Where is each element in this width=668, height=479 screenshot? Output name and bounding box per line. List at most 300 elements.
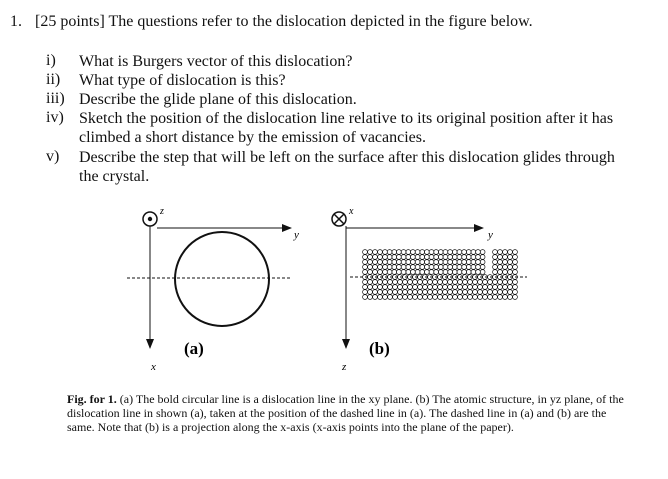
atom bbox=[418, 290, 423, 295]
atom bbox=[438, 260, 443, 265]
atom bbox=[415, 265, 420, 270]
atom bbox=[397, 250, 402, 255]
atom bbox=[406, 270, 411, 275]
atom bbox=[483, 295, 488, 300]
atom bbox=[443, 290, 448, 295]
atom bbox=[452, 260, 457, 265]
atom bbox=[476, 250, 481, 255]
atom bbox=[392, 250, 397, 255]
atom bbox=[378, 290, 383, 295]
atom bbox=[388, 280, 393, 285]
axis-label-b-y: y bbox=[488, 229, 493, 241]
atom bbox=[420, 270, 425, 275]
atom bbox=[393, 285, 398, 290]
out-of-plane-icon bbox=[143, 212, 157, 226]
atom bbox=[513, 255, 518, 260]
atom bbox=[425, 265, 430, 270]
atom bbox=[363, 250, 368, 255]
atom bbox=[463, 280, 468, 285]
atom bbox=[468, 285, 473, 290]
atom bbox=[363, 260, 368, 265]
atom bbox=[498, 255, 503, 260]
atom bbox=[434, 265, 439, 270]
atom bbox=[411, 255, 416, 260]
atom bbox=[398, 295, 403, 300]
atom bbox=[508, 270, 513, 275]
atom bbox=[466, 250, 471, 255]
atom bbox=[498, 285, 503, 290]
atom bbox=[443, 270, 448, 275]
atom bbox=[383, 295, 388, 300]
atom bbox=[406, 265, 411, 270]
atom bbox=[438, 265, 443, 270]
atom bbox=[448, 290, 453, 295]
atom bbox=[443, 265, 448, 270]
atom bbox=[401, 265, 406, 270]
atom bbox=[443, 260, 448, 265]
atom bbox=[363, 290, 368, 295]
atom bbox=[508, 280, 513, 285]
atom bbox=[493, 295, 498, 300]
atom bbox=[393, 290, 398, 295]
atom bbox=[513, 270, 518, 275]
atom bbox=[387, 265, 392, 270]
atom bbox=[448, 295, 453, 300]
atom bbox=[471, 255, 476, 260]
atom bbox=[383, 285, 388, 290]
atom bbox=[415, 255, 420, 260]
atom bbox=[508, 290, 513, 295]
atom bbox=[378, 270, 383, 275]
atom bbox=[378, 260, 383, 265]
atom bbox=[383, 280, 388, 285]
atom bbox=[423, 290, 428, 295]
atom bbox=[513, 290, 518, 295]
atom bbox=[471, 260, 476, 265]
atom bbox=[498, 260, 503, 265]
atom bbox=[448, 285, 453, 290]
atom bbox=[434, 250, 439, 255]
atom bbox=[493, 255, 498, 260]
atom bbox=[368, 285, 373, 290]
atom bbox=[418, 280, 423, 285]
atom bbox=[462, 250, 467, 255]
atom bbox=[420, 265, 425, 270]
atom bbox=[471, 250, 476, 255]
atom bbox=[478, 290, 483, 295]
atom bbox=[401, 270, 406, 275]
atom bbox=[468, 295, 473, 300]
item-text-v-line1: Describe the step that will be left on the surface after this dislocation glides through bbox=[79, 149, 615, 166]
atom bbox=[458, 280, 463, 285]
atom bbox=[438, 250, 443, 255]
atom bbox=[463, 285, 468, 290]
atom bbox=[457, 255, 462, 260]
caption-text: (a) The bold circular line is a dislocation line in the xy plane. (b) The atomic structure, in yz plane, of the dislocation line in shown (a), taken at the position of the dashed line in (a). The dashed line in (a) and (b) are the same. Note that (b) is a projection along the x-axis (x-axis points into the plane of the paper). bbox=[67, 392, 624, 434]
atom bbox=[466, 260, 471, 265]
atom bbox=[483, 285, 488, 290]
atom bbox=[471, 265, 476, 270]
atom bbox=[453, 290, 458, 295]
atom bbox=[373, 265, 378, 270]
atom bbox=[388, 295, 393, 300]
atom bbox=[453, 295, 458, 300]
atom bbox=[378, 255, 383, 260]
atom bbox=[466, 265, 471, 270]
atom bbox=[418, 285, 423, 290]
atom bbox=[498, 250, 503, 255]
atom bbox=[428, 295, 433, 300]
atom bbox=[498, 295, 503, 300]
atom bbox=[420, 255, 425, 260]
atom bbox=[363, 255, 368, 260]
atom bbox=[478, 285, 483, 290]
atom bbox=[458, 285, 463, 290]
atom bbox=[397, 270, 402, 275]
atom bbox=[393, 280, 398, 285]
atom bbox=[368, 280, 373, 285]
atom bbox=[513, 250, 518, 255]
atom bbox=[397, 265, 402, 270]
item-label-i: i) bbox=[46, 52, 56, 69]
atom bbox=[429, 250, 434, 255]
atom bbox=[392, 270, 397, 275]
atom bbox=[452, 270, 457, 275]
atom bbox=[498, 270, 503, 275]
atom bbox=[406, 250, 411, 255]
atom bbox=[488, 285, 493, 290]
atom bbox=[428, 290, 433, 295]
atom bbox=[363, 265, 368, 270]
atom bbox=[513, 265, 518, 270]
atom bbox=[503, 255, 508, 260]
atom bbox=[406, 260, 411, 265]
atom bbox=[428, 285, 433, 290]
atom bbox=[383, 250, 388, 255]
panel-label-b: (b) bbox=[369, 339, 390, 358]
atom bbox=[363, 295, 368, 300]
atom bbox=[503, 285, 508, 290]
item-label-iii: iii) bbox=[46, 90, 65, 107]
atom bbox=[398, 285, 403, 290]
atom bbox=[462, 265, 467, 270]
atom bbox=[401, 255, 406, 260]
atom bbox=[457, 260, 462, 265]
atom bbox=[448, 270, 453, 275]
item-label-ii: ii) bbox=[46, 71, 61, 88]
axis-label-a-z: z bbox=[160, 206, 164, 217]
atom bbox=[363, 285, 368, 290]
atom bbox=[508, 295, 513, 300]
atom bbox=[478, 295, 483, 300]
atom bbox=[383, 265, 388, 270]
atom bbox=[413, 295, 418, 300]
atom bbox=[368, 255, 373, 260]
atom bbox=[415, 260, 420, 265]
atom bbox=[378, 280, 383, 285]
atom bbox=[387, 270, 392, 275]
item-text-iv-line1: Sketch the position of the dislocation line relative to its original position after it has bbox=[79, 110, 614, 127]
axis-label-a-x: x bbox=[151, 361, 156, 373]
atom bbox=[373, 285, 378, 290]
atom bbox=[503, 265, 508, 270]
atom bbox=[429, 255, 434, 260]
atom bbox=[398, 290, 403, 295]
axis-label-b-x: x bbox=[349, 206, 354, 217]
atom bbox=[433, 295, 438, 300]
atom bbox=[443, 255, 448, 260]
atom bbox=[415, 250, 420, 255]
atom bbox=[403, 285, 408, 290]
panel-label-a: (a) bbox=[184, 339, 204, 358]
atom bbox=[473, 285, 478, 290]
dislocation-loop bbox=[175, 232, 269, 326]
atom bbox=[438, 290, 443, 295]
atom bbox=[480, 265, 485, 270]
atom bbox=[408, 295, 413, 300]
atom bbox=[373, 255, 378, 260]
atom bbox=[418, 295, 423, 300]
atom bbox=[473, 280, 478, 285]
atom bbox=[476, 260, 481, 265]
panel-b bbox=[332, 206, 527, 373]
atom bbox=[480, 260, 485, 265]
atom bbox=[368, 270, 373, 275]
atom bbox=[462, 260, 467, 265]
atom bbox=[397, 260, 402, 265]
atom bbox=[466, 255, 471, 260]
atom bbox=[480, 255, 485, 260]
atom bbox=[392, 265, 397, 270]
atom bbox=[458, 295, 463, 300]
atom bbox=[462, 270, 467, 275]
atom bbox=[403, 295, 408, 300]
atom bbox=[408, 285, 413, 290]
atom bbox=[363, 280, 368, 285]
atom bbox=[478, 280, 483, 285]
atom bbox=[415, 270, 420, 275]
item-text-v-line2: the crystal. bbox=[79, 168, 150, 185]
atom bbox=[493, 250, 498, 255]
atom bbox=[493, 285, 498, 290]
atom bbox=[425, 255, 430, 260]
item-text-iv-line2: climbed a short distance by the emission of vacancies. bbox=[79, 129, 427, 146]
atom bbox=[378, 265, 383, 270]
axis-label-b-z: z bbox=[342, 361, 347, 373]
atom bbox=[434, 270, 439, 275]
atom bbox=[425, 270, 430, 275]
atom bbox=[503, 280, 508, 285]
atom bbox=[425, 250, 430, 255]
atom bbox=[448, 260, 453, 265]
atom bbox=[466, 270, 471, 275]
atom bbox=[438, 285, 443, 290]
caption-lead: Fig. for 1. bbox=[67, 392, 117, 406]
atom bbox=[411, 270, 416, 275]
atom bbox=[452, 255, 457, 260]
atom bbox=[434, 260, 439, 265]
atom bbox=[503, 250, 508, 255]
atom bbox=[452, 250, 457, 255]
atom bbox=[373, 290, 378, 295]
atom bbox=[438, 295, 443, 300]
atom bbox=[392, 255, 397, 260]
atom bbox=[471, 270, 476, 275]
atom bbox=[448, 265, 453, 270]
atom bbox=[503, 260, 508, 265]
atom bbox=[411, 265, 416, 270]
atom bbox=[493, 265, 498, 270]
atom bbox=[408, 290, 413, 295]
atom bbox=[483, 290, 488, 295]
atom bbox=[508, 250, 513, 255]
atom bbox=[513, 280, 518, 285]
atom bbox=[368, 290, 373, 295]
atom bbox=[411, 260, 416, 265]
atom bbox=[503, 270, 508, 275]
atom bbox=[503, 295, 508, 300]
atom bbox=[425, 260, 430, 265]
atom bbox=[433, 290, 438, 295]
atom bbox=[388, 285, 393, 290]
atom bbox=[513, 285, 518, 290]
atom bbox=[488, 290, 493, 295]
atom bbox=[473, 295, 478, 300]
item-label-iv: iv) bbox=[46, 109, 64, 126]
atom bbox=[457, 265, 462, 270]
atom bbox=[373, 260, 378, 265]
atom bbox=[483, 280, 488, 285]
atom bbox=[508, 285, 513, 290]
item-text-iii: Describe the glide plane of this dislocation. bbox=[79, 91, 357, 108]
atom bbox=[498, 265, 503, 270]
atom bbox=[378, 295, 383, 300]
atom bbox=[373, 280, 378, 285]
atom bbox=[508, 265, 513, 270]
atom bbox=[458, 290, 463, 295]
atom bbox=[363, 270, 368, 275]
panel-a bbox=[127, 206, 299, 373]
atom bbox=[438, 255, 443, 260]
atom bbox=[457, 250, 462, 255]
atom bbox=[383, 290, 388, 295]
atom bbox=[457, 270, 462, 275]
atom bbox=[413, 285, 418, 290]
atom bbox=[476, 265, 481, 270]
atom bbox=[462, 255, 467, 260]
atom bbox=[368, 260, 373, 265]
atom bbox=[468, 280, 473, 285]
atom bbox=[373, 270, 378, 275]
atom bbox=[443, 280, 448, 285]
atom bbox=[387, 260, 392, 265]
atom bbox=[476, 270, 481, 275]
atom bbox=[443, 250, 448, 255]
atom bbox=[493, 260, 498, 265]
atom bbox=[420, 250, 425, 255]
atom bbox=[488, 295, 493, 300]
atom bbox=[383, 270, 388, 275]
atom bbox=[378, 285, 383, 290]
atom bbox=[423, 295, 428, 300]
atom bbox=[429, 260, 434, 265]
figure-svg bbox=[0, 195, 668, 385]
atom bbox=[508, 255, 513, 260]
item-text-ii: What type of dislocation is this? bbox=[79, 72, 286, 89]
atom bbox=[448, 250, 453, 255]
atom bbox=[413, 280, 418, 285]
atom bbox=[476, 255, 481, 260]
atom bbox=[433, 285, 438, 290]
atom bbox=[397, 255, 402, 260]
atom bbox=[373, 295, 378, 300]
atom bbox=[401, 250, 406, 255]
atom bbox=[368, 295, 373, 300]
atom bbox=[498, 290, 503, 295]
atom bbox=[429, 270, 434, 275]
atom bbox=[388, 290, 393, 295]
atom bbox=[398, 280, 403, 285]
atom bbox=[443, 295, 448, 300]
atom bbox=[423, 280, 428, 285]
atom bbox=[420, 260, 425, 265]
atom bbox=[438, 280, 443, 285]
atom bbox=[408, 280, 413, 285]
atom bbox=[368, 265, 373, 270]
atom bbox=[403, 290, 408, 295]
atom bbox=[508, 260, 513, 265]
atom bbox=[403, 280, 408, 285]
atom bbox=[434, 255, 439, 260]
atom bbox=[513, 260, 518, 265]
question-number: 1. bbox=[10, 13, 22, 30]
atom bbox=[438, 270, 443, 275]
atom bbox=[413, 290, 418, 295]
atom bbox=[387, 255, 392, 260]
atom bbox=[443, 285, 448, 290]
atom bbox=[480, 250, 485, 255]
atom bbox=[368, 250, 373, 255]
atom bbox=[452, 265, 457, 270]
atom bbox=[453, 280, 458, 285]
atom bbox=[433, 280, 438, 285]
atom bbox=[448, 280, 453, 285]
atom bbox=[473, 290, 478, 295]
atom bbox=[513, 295, 518, 300]
atom bbox=[463, 290, 468, 295]
atom bbox=[378, 250, 383, 255]
atom bbox=[393, 295, 398, 300]
question-heading: [25 points] The questions refer to the dislocation depicted in the figure below. bbox=[35, 13, 533, 30]
atom bbox=[463, 295, 468, 300]
figure-caption bbox=[67, 392, 627, 434]
atom bbox=[453, 285, 458, 290]
atom bbox=[428, 280, 433, 285]
atom bbox=[493, 290, 498, 295]
axis-label-a-y: y bbox=[294, 229, 299, 241]
atom bbox=[423, 285, 428, 290]
atom bbox=[387, 250, 392, 255]
atom bbox=[480, 270, 485, 275]
atom bbox=[493, 270, 498, 275]
atom bbox=[383, 255, 388, 260]
atom bbox=[401, 260, 406, 265]
item-text-i: What is Burgers vector of this dislocation? bbox=[79, 53, 353, 70]
atom bbox=[373, 250, 378, 255]
atom bbox=[411, 250, 416, 255]
atom bbox=[488, 280, 493, 285]
atom-lattice bbox=[363, 250, 518, 300]
